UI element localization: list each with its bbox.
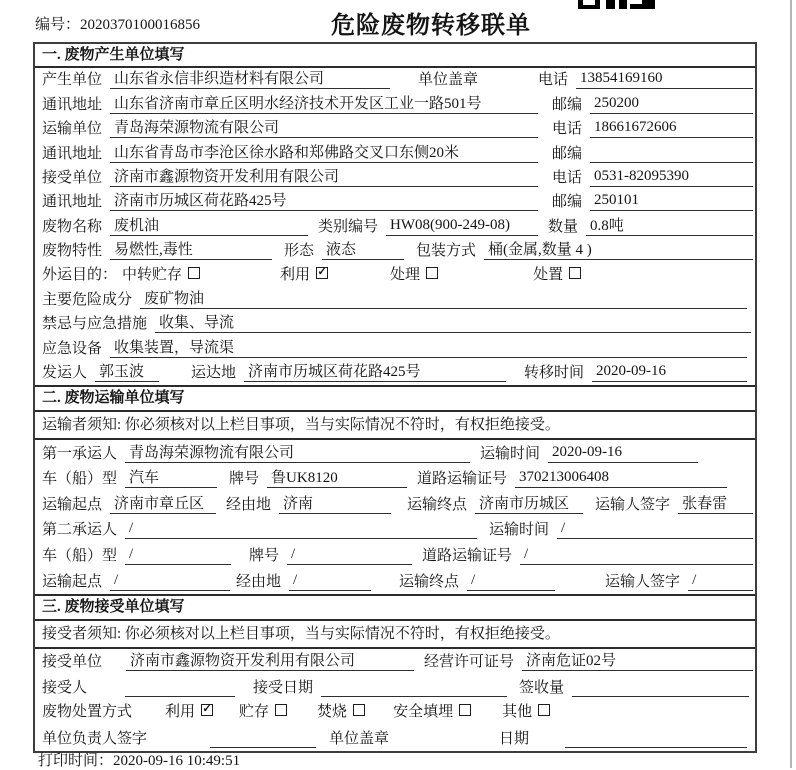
waste-name-label: 废物名称 [42,218,103,235]
checkbox-treat [426,267,438,279]
vehicle-type-label: 车（船）型 [42,471,118,488]
quantity-value: 0.8吨 [586,214,753,235]
print-time [38,749,240,770]
disposal-option-storage: 贮存 [239,704,270,721]
road-license-2-value: / [520,546,753,565]
section-2-body [35,440,755,594]
acceptor-label: 接受人 [42,679,88,696]
section-1-header: 一. 废物产生单位填写 [35,44,755,68]
road-license-value: 370213006408 [515,469,727,488]
origin-value: 济南市章丘区 [110,492,216,514]
producer-address-value: 山东省济南市章丘区明水经济技术开发区工业一路501号 [110,92,538,113]
waste-character-label: 废物特性 [42,243,103,260]
received-amount-value [572,678,749,697]
section-2-header: 二. 废物运输单位填写 [35,385,755,412]
via-label: 经由地 [226,496,272,513]
zip-label: 邮编 [552,96,583,113]
purpose-option-utilize: 利用 [280,267,311,284]
taboo-measures-label: 禁忌与应急措施 [42,316,148,333]
transport-time-label: 运输时间 [489,522,550,539]
receiver-notice: 接受者须知: 你必须核对以上栏目事项，当与实际情况不符时，有权拒绝接受。 [35,621,755,649]
transport-address-value: 山东省青岛市李沧区徐水路和郑佛路交叉口东侧20米 [110,141,538,162]
qr-block [642,0,655,9]
address-label: 通讯地址 [42,96,103,113]
zip-label: 邮编 [552,145,583,162]
vehicle-type-value: 汽车 [125,466,217,488]
receiver-unit-label: 接受单位 [42,169,103,186]
receiver-unit-value: 济南市鑫源物资开发利用有限公司 [110,166,538,187]
serial-value: 2020370100016856 [80,17,201,33]
category-code-value: HW08(900-249-08) [386,217,538,236]
row-vehicle-2 [35,542,755,568]
destination-label: 运达地 [191,365,237,382]
destination-value: 济南市历城区荷花路425号 [244,361,506,382]
row-transfer-purpose [35,263,755,287]
address-label: 通讯地址 [42,194,103,211]
phone-label: 电话 [552,169,583,186]
producer-unit-value: 山东省永信非织造材料有限公司 [110,68,390,89]
receiver-phone-value: 0531-82095390 [590,168,753,187]
second-carrier-value: / [125,520,477,539]
page-title: 危险废物转移联单 [331,13,531,39]
address-label: 通讯地址 [42,145,103,162]
row-waste-character [35,239,755,263]
hazard-component-label: 主要危险成分 [42,291,133,308]
phone-label: 电话 [538,72,569,89]
checkbox-disposal-landfill [459,704,471,716]
carrier-signature-label: 运输人签字 [595,496,671,513]
serial-number [35,13,200,34]
qr-block [578,0,600,9]
row-route-2 [35,568,755,594]
purpose-option-transfer-storage: 中转贮存 [122,267,183,284]
transport-unit-value: 青岛海荣源物流有限公司 [110,117,538,138]
origin-2-value: / [110,572,230,591]
disposal-option-other: 其他 [502,704,533,721]
purpose-label: 外运目的： [42,267,118,284]
row-accepting-unit [35,649,755,675]
row-emergency-equipment [35,336,755,360]
accept-date-value [321,678,507,697]
row-vehicle-1 [35,466,755,492]
form-value: 液态 [322,239,404,260]
category-code-label: 类别编号 [318,218,379,235]
checkbox-transfer-storage [188,267,200,279]
permit-number-label: 经营许可证号 [424,654,515,671]
page-edge-line [790,0,792,768]
row-second-carrier [35,517,755,543]
carrier-signature-label: 运输人签字 [605,573,681,590]
origin-label: 运输起点 [42,496,103,513]
date-value [565,729,747,748]
taboo-measures-value: 收集、导流 [155,312,751,333]
endpoint-value: 济南市历城区 [475,492,583,514]
endpoint-label: 运输终点 [407,496,468,513]
row-receiver-unit [35,166,755,190]
transport-unit-label: 运输单位 [42,121,103,138]
transport-phone-value: 18661672606 [590,119,753,138]
receiver-zip-value: 250101 [590,192,753,211]
transport-zip-value [590,144,753,163]
quantity-label: 数量 [548,218,579,235]
hazard-component-value: 废矿物油 [140,288,747,309]
phone-label: 电话 [552,121,583,138]
permit-number-value: 济南危证02号 [522,649,753,671]
transport-time-value: 2020-09-16 [548,444,698,463]
checkbox-disposal-incinerate [353,704,365,716]
row-first-carrier [35,440,755,466]
producer-phone-value: 13854169160 [576,70,753,89]
serial-label: 编号： [35,17,81,33]
unit-seal-label: 单位盖章 [418,72,479,89]
head-signature-label: 单位负责人签字 [42,730,148,747]
section-3-header: 三. 废物接受单位填写 [35,594,755,621]
checkbox-dispose [569,267,581,279]
first-carrier-value: 青岛海荣源物流有限公司 [125,441,470,463]
purpose-option-dispose: 处置 [533,267,564,284]
emergency-equipment-value: 收集装置，导流渠 [110,336,747,357]
acceptor-value [125,678,235,697]
row-taboo-measures [35,312,755,336]
accepting-unit-label: 接受单位 [42,654,103,671]
section-1-body [35,68,755,385]
packing-value: 桶(金属,数量 4 ) [484,239,753,260]
receiver-address-value: 济南市历城区荷花路425号 [110,190,538,211]
endpoint-2-value: / [467,572,555,591]
disposal-option-incinerate: 焚烧 [317,704,348,721]
accept-date-label: 接受日期 [253,679,314,696]
row-transport-unit [35,117,755,141]
disposal-option-utilize: 利用 [165,704,196,721]
purpose-option-treat: 处理 [390,267,421,284]
waste-name-value: 废机油 [110,214,308,235]
via-label: 经由地 [236,573,282,590]
shipper-label: 发运人 [42,365,88,382]
carrier-signature-2-value: / [688,572,753,591]
row-producer-unit [35,68,755,92]
row-waste-name [35,214,755,238]
qr-block [606,0,615,9]
packing-label: 包装方式 [416,243,477,260]
unit-seal-label: 单位盖章 [329,730,390,747]
transfer-time-value: 2020-09-16 [592,363,747,382]
row-hazard-component [35,288,755,312]
manifest-form-table [33,42,757,753]
vehicle-type-2-value: / [125,546,231,565]
print-time-value: 2020-09-16 10:49:51 [113,753,241,769]
checkbox-utilize: ✓ [317,265,327,278]
row-receiver-address [35,190,755,214]
origin-label: 运输起点 [42,573,103,590]
print-time-label: 打印时间： [38,753,114,769]
vehicle-type-label: 车（船）型 [42,548,118,565]
disposal-option-landfill: 安全填埋 [393,704,454,721]
checkbox-disposal-other [538,704,550,716]
producer-unit-label: 产生单位 [42,72,103,89]
plate-number-value: 鲁UK8120 [267,466,407,488]
emergency-equipment-label: 应急设备 [42,340,103,357]
form-label: 形态 [284,243,315,260]
second-carrier-label: 第二承运人 [42,522,118,539]
row-route-1 [35,491,755,517]
transfer-time-label: 转移时间 [524,365,585,382]
plate-number-label: 牌号 [249,548,280,565]
checkbox-disposal-storage [275,704,287,716]
endpoint-label: 运输终点 [399,573,460,590]
road-license-label: 道路运输证号 [417,471,508,488]
producer-zip-value: 250200 [590,95,753,114]
plate-number-label: 牌号 [229,471,260,488]
shipper-value: 郭玉波 [95,361,159,382]
checkbox-disposal-utilize: ✓ [202,702,212,715]
received-amount-label: 签收量 [519,679,565,696]
transport-time-2-value: / [557,520,753,539]
qr-block [619,0,627,9]
accepting-unit-value: 济南市鑫源物资开发利用有限公司 [126,649,414,671]
row-shipper [35,361,755,385]
zip-label: 邮编 [552,194,583,211]
disposal-method-label: 废物处置方式 [42,704,133,721]
via-2-value: / [289,572,371,591]
qr-code-fragment [578,0,658,9]
first-carrier-label: 第一承运人 [42,445,118,462]
waste-character-value: 易燃性,毒性 [110,239,272,260]
section-3-body [35,649,755,751]
row-transport-address [35,141,755,165]
transporter-notice: 运输者须知: 你必须核对以上栏目事项，当与实际情况不符时，有权拒绝接受。 [35,412,755,440]
transport-time-label: 运输时间 [480,445,541,462]
plate-number-2-value: / [287,546,412,565]
road-license-label: 道路运输证号 [422,548,513,565]
row-disposal-method [35,700,755,726]
via-value: 济南 [279,492,391,514]
row-acceptor [35,674,755,700]
head-signature-value [210,729,316,748]
row-producer-address [35,92,755,116]
row-head-signature [35,725,755,751]
date-label: 日期 [499,730,530,747]
carrier-signature-value: 张春雷 [678,492,753,514]
